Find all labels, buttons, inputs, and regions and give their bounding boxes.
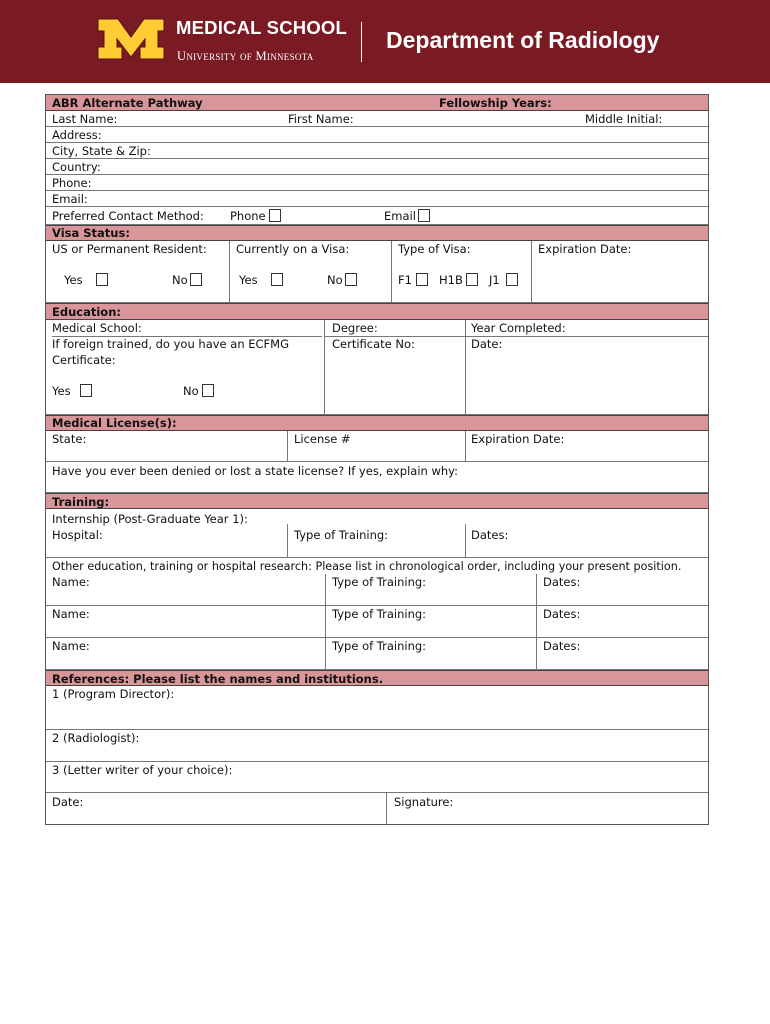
certificate-date-field[interactable]: Date: (471, 337, 503, 351)
year-completed-field[interactable]: Year Completed: (471, 321, 566, 335)
reference-letter-writer-field[interactable]: 3 (Letter writer of your choice): (52, 763, 233, 777)
us-resident-label: US or Permanent Resident: (52, 242, 207, 256)
email-field[interactable]: Email: (52, 192, 88, 206)
section-medical-license (46, 415, 708, 431)
city-row (46, 143, 708, 159)
visa-heading: Visa Status: (52, 226, 130, 240)
ecfmg-question-line1: If foreign trained, do you have an ECFMG (52, 337, 290, 351)
column-divider (465, 320, 466, 414)
contact-email-checkbox[interactable] (418, 209, 430, 222)
column-divider (324, 320, 325, 414)
education-row (46, 320, 708, 415)
column-divider (391, 241, 392, 302)
training-dates-field[interactable]: Dates: (543, 607, 581, 621)
phone-row (46, 175, 708, 191)
date-field[interactable]: Date: (52, 795, 84, 809)
section-abr-pathway (46, 95, 708, 111)
license-expiration-field[interactable]: Expiration Date: (471, 432, 565, 446)
column-divider (325, 574, 326, 605)
address-row (46, 127, 708, 143)
country-field[interactable]: Country: (52, 160, 101, 174)
resident-yes-checkbox[interactable] (96, 273, 108, 286)
reference-row-3 (46, 762, 708, 793)
training-name-field[interactable]: Name: (52, 575, 90, 589)
address-field[interactable]: Address: (52, 128, 102, 142)
training-entry-row-1 (46, 574, 708, 606)
section-education (46, 303, 708, 320)
training-type-field[interactable]: Type of Training: (332, 575, 427, 589)
middle-initial-field[interactable]: Middle Initial: (585, 112, 663, 126)
visa-h1b-checkbox[interactable] (466, 273, 478, 286)
column-divider (287, 431, 288, 461)
hospital-field[interactable]: Hospital: (52, 528, 103, 542)
resident-no-label: No (172, 273, 188, 287)
license-state-field[interactable]: State: (52, 432, 87, 446)
training-name-field[interactable]: Name: (52, 607, 90, 621)
resident-no-checkbox[interactable] (190, 273, 202, 286)
internship-row (46, 509, 708, 558)
visa-no-checkbox[interactable] (345, 273, 357, 286)
license-denied-question[interactable]: Have you ever been denied or lost a state license? If yes, explain why: (52, 464, 459, 478)
certificate-no-field[interactable]: Certificate No: (332, 337, 415, 351)
training-dates-field[interactable]: Dates: (543, 575, 581, 589)
visa-j1-label: J1 (489, 273, 500, 287)
column-divider (229, 241, 230, 302)
section-training (46, 493, 708, 509)
contact-phone-checkbox[interactable] (269, 209, 281, 222)
visa-yes-checkbox[interactable] (271, 273, 283, 286)
internship-label: Internship (Post-Graduate Year 1): (52, 512, 248, 526)
phone-field[interactable]: Phone: (52, 176, 92, 190)
city-state-zip-field[interactable]: City, State & Zip: (52, 144, 151, 158)
reference-program-director-field[interactable]: 1 (Program Director): (52, 687, 175, 701)
ecfmg-yes-checkbox[interactable] (80, 384, 92, 397)
names-row (46, 111, 708, 127)
column-divider (536, 574, 537, 605)
email-row (46, 191, 708, 207)
column-divider (531, 241, 532, 302)
license-heading: Medical License(s): (52, 416, 177, 430)
column-divider (536, 638, 537, 669)
license-number-field[interactable]: License # (294, 432, 351, 446)
column-divider (386, 793, 387, 824)
training-entry-row-3 (46, 638, 708, 670)
section-visa-status (46, 225, 708, 241)
contact-method-label: Preferred Contact Method: (52, 209, 204, 223)
ecfmg-no-checkbox[interactable] (202, 384, 214, 397)
other-education-row (46, 558, 708, 574)
column-divider (325, 638, 326, 669)
ecfmg-no-label: No (183, 384, 199, 398)
resident-yes-label: Yes (64, 273, 83, 287)
training-heading: Training: (52, 495, 110, 509)
training-type-field[interactable]: Type of Training: (332, 639, 427, 653)
ecfmg-yes-label: Yes (52, 384, 71, 398)
visa-row (46, 241, 708, 303)
reference-radiologist-field[interactable]: 2 (Radiologist): (52, 731, 140, 745)
column-divider (325, 606, 326, 637)
medical-school-title: MEDICAL SCHOOL (176, 17, 348, 38)
first-name-field[interactable]: First Name: (288, 112, 354, 126)
section-references (46, 670, 708, 686)
internship-type-field[interactable]: Type of Training: (294, 528, 389, 542)
license-row (46, 431, 708, 462)
other-education-instructions: Other education, training or hospital research: Please list in chronological order, including your present position. (52, 560, 682, 573)
university-m-logo-icon (96, 17, 166, 61)
abr-pathway-label: ABR Alternate Pathway (52, 96, 203, 110)
references-heading: References: Please list the names and institutions. (52, 672, 384, 686)
visa-expiration-field[interactable]: Expiration Date: (538, 242, 632, 256)
reference-row-1 (46, 686, 708, 730)
column-divider (465, 431, 466, 461)
column-divider (465, 524, 466, 558)
country-row (46, 159, 708, 175)
visa-f1-label: F1 (398, 273, 412, 287)
column-divider (536, 606, 537, 637)
visa-type-label: Type of Visa: (398, 242, 471, 256)
visa-yes-label: Yes (239, 273, 258, 287)
department-title: Department of Radiology (386, 27, 660, 53)
training-dates-field[interactable]: Dates: (543, 639, 581, 653)
training-type-field[interactable]: Type of Training: (332, 607, 427, 621)
internship-dates-field[interactable]: Dates: (471, 528, 509, 542)
current-visa-label: Currently on a Visa: (236, 242, 350, 256)
degree-field[interactable]: Degree: (332, 321, 378, 335)
contact-phone-label: Phone (230, 209, 266, 223)
medical-school-field[interactable]: Medical School: (52, 321, 142, 335)
reference-row-2 (46, 730, 708, 762)
ecfmg-question-line2: Certificate: (52, 353, 116, 367)
contact-email-label: Email (384, 209, 416, 223)
visa-no-label: No (327, 273, 343, 287)
visa-h1b-label: H1B (439, 273, 463, 287)
header-divider (361, 22, 362, 62)
fellowship-years-field[interactable]: Fellowship Years: (439, 96, 552, 110)
license-denied-row (46, 462, 708, 493)
education-heading: Education: (52, 305, 121, 319)
application-form (45, 94, 709, 825)
header-banner (0, 0, 770, 83)
signature-field[interactable]: Signature: (394, 795, 454, 809)
last-name-field[interactable]: Last Name: (52, 112, 118, 126)
contact-method-row (46, 207, 708, 225)
university-name: University of Minnesota (177, 49, 314, 63)
visa-f1-checkbox[interactable] (416, 273, 428, 286)
training-entry-row-2 (46, 606, 708, 638)
visa-j1-checkbox[interactable] (506, 273, 518, 286)
training-name-field[interactable]: Name: (52, 639, 90, 653)
date-signature-row (46, 793, 708, 824)
column-divider (287, 524, 288, 558)
